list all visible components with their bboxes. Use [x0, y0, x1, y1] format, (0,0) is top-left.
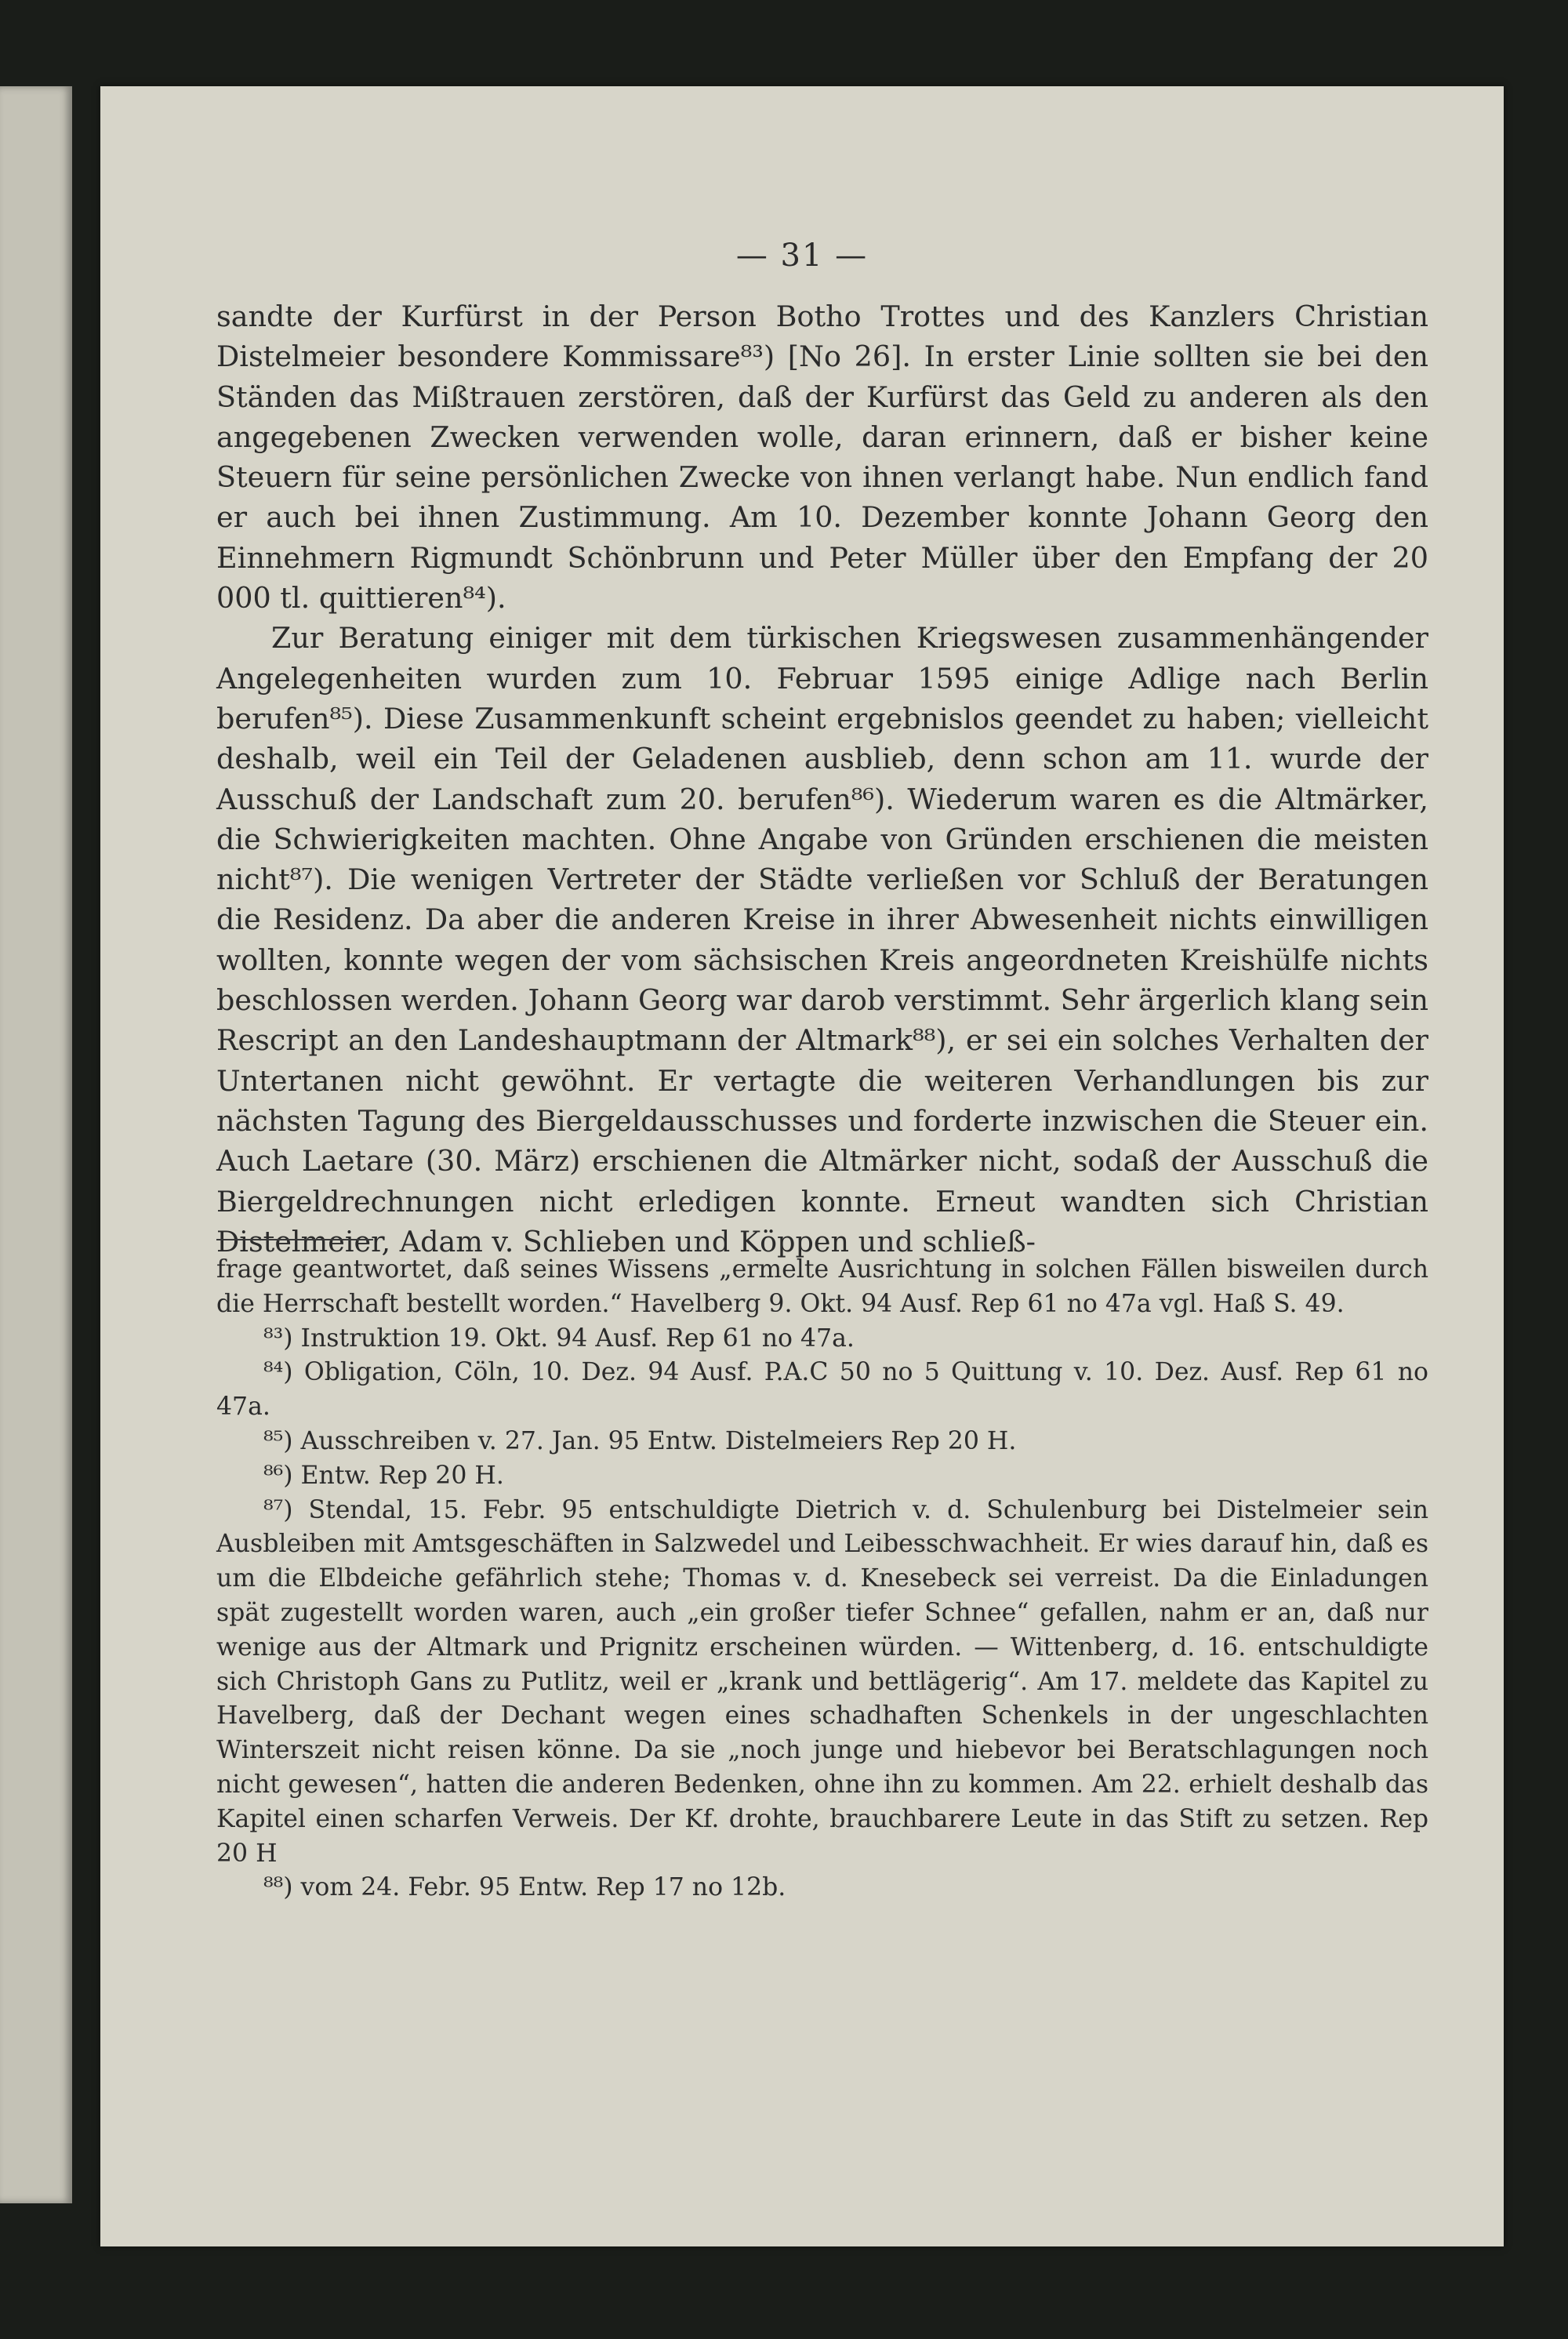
footnote-88: ⁸⁸) vom 24. Febr. 95 Entw. Rep 17 no 12b. [263, 1873, 786, 1902]
footnote-continuation: frage geantwortet, daß seines Wissens „ermelte Ausrichtung in solchen Fällen bisweilen durch die Herrschaft bestellt worden.“ Havelberg 9. Okt. 94 Ausf. Rep 61 no 47a vgl. Haß S. 49. [216, 1255, 1428, 1318]
footnote-83: ⁸³) Instruktion 19. Okt. 94 Ausf. Rep 61 no 47a. [263, 1324, 855, 1353]
book-page [100, 86, 1504, 2246]
footnote-84: ⁸⁴) Obligation, Cöln, 10. Dez. 94 Ausf. P.A.C 50 no 5 Quittung v. 10. Dez. Ausf. Rep 61 no 47a. [216, 1358, 1428, 1422]
footnote-87: ⁸⁷) Stendal, 15. Febr. 95 entschuldigte Dietrich v. d. Schulenburg bei Distelmeier sein Ausbleiben mit Amtsgeschäften in Salzwedel und Leibesschwachheit. Er wies darauf hin, daß es um die Elbdeiche gefährlich stehe; Thomas v. d. Knesebeck sei verreist. Da die Einladungen spät zugestellt worden waren, auch „ein großer tiefer Schnee“ gefallen, nahm er an, daß nur wenige aus der Altmark und Prignitz erscheinen würden. — Wittenberg, d. 16. entschuldigte sich Christoph Gans zu Putlitz, weil er „krank und bettlägerig“. Am 17. meldete das Kapitel zu Havelberg, daß der Dechant wegen eines schadhaften Schenkels in der ungeschlachten Winterszeit nicht reisen könne. Da sie „noch junge und hiebevor bei Beratschlagungen noch nicht gewesen“, hatten die anderen Bedenken, ohne ihn zu kommen. Am 22. erhielt deshalb das Kapitel einen scharfen Verweis. Der Kf. drohte, brauchbarere Leute in das Stift zu setzen. Rep 20 H [216, 1495, 1428, 1868]
footnote-85: ⁸⁵) Ausschreiben v. 27. Jan. 95 Entw. Distelmeiers Rep 20 H. [263, 1426, 1017, 1455]
footnote-separator [216, 1239, 373, 1240]
footnotes [216, 1253, 1428, 1905]
paragraph: sandte der Kurfürst in der Person Botho Trottes und des Kanzlers Christian Distelmeier besondere Kommissare⁸³) [No 26]. In erster Linie sollten sie bei den Ständen das Mißtrauen zerstören, daß der Kurfürst das Geld zu anderen als den angegebenen Zwecken verwenden wolle, daran erinnern, daß er bisher keine Steuern für seine persönlichen Zwecke von ihnen verlangt habe. Nun endlich fand er auch bei ihnen Zustimmung. Am 10. Dezember konnte Johann Georg den Einnehmern Rigmundt Schönbrunn und Peter Müller über den Empfang der 20 000 tl. quittieren⁸⁴). [216, 300, 1428, 616]
main-text [216, 296, 1428, 1262]
footnote-86: ⁸⁶) Entw. Rep 20 H. [263, 1461, 504, 1490]
paragraph: Zur Beratung einiger mit dem türkischen Kriegswesen zusammenhängender Angelegenheiten wurden zum 10. Februar 1595 einige Adlige nach Berlin berufen⁸⁵). Diese Zusammenkunft scheint ergebnislos geendet zu haben; vielleicht deshalb, weil ein Teil der Geladenen ausblieb, denn schon am 11. wurde der Ausschuß der Landschaft zum 20. berufen⁸⁶). Wiederum waren es die Altmärker, die Schwierigkeiten machten. Ohne Angabe von Gründen erschienen die meisten nicht⁸⁷). Die wenigen Vertreter der Städte verließen vor Schluß der Beratungen die Residenz. Da aber die anderen Kreise in ihrer Abwesenheit nichts einwilligen wollten, konnte wegen der vom sächsischen Kreis angeordneten Kreishülfe nichts beschlossen werden. Johann Georg war darob verstimmt. Sehr ärgerlich klang sein Rescript an den Landeshauptmann der Altmark⁸⁸), er sei ein solches Verhalten der Untertanen nicht gewöhnt. Er vertagte die weiteren Verhandlungen bis zur nächsten Tagung des Biergeldausschusses und forderte inzwischen die Steuer ein. Auch Laetare (30. März) erschienen die Altmärker nicht, sodaß der Ausschuß die Biergeldrechnungen nicht erledigen konnte. Erneut wandten sich Christian Distelmeier, Adam v. Schlieben und Köppen und schließ- [216, 621, 1428, 1258]
facing-page-edge [0, 86, 72, 2203]
page-number: — 31 — [735, 238, 869, 274]
